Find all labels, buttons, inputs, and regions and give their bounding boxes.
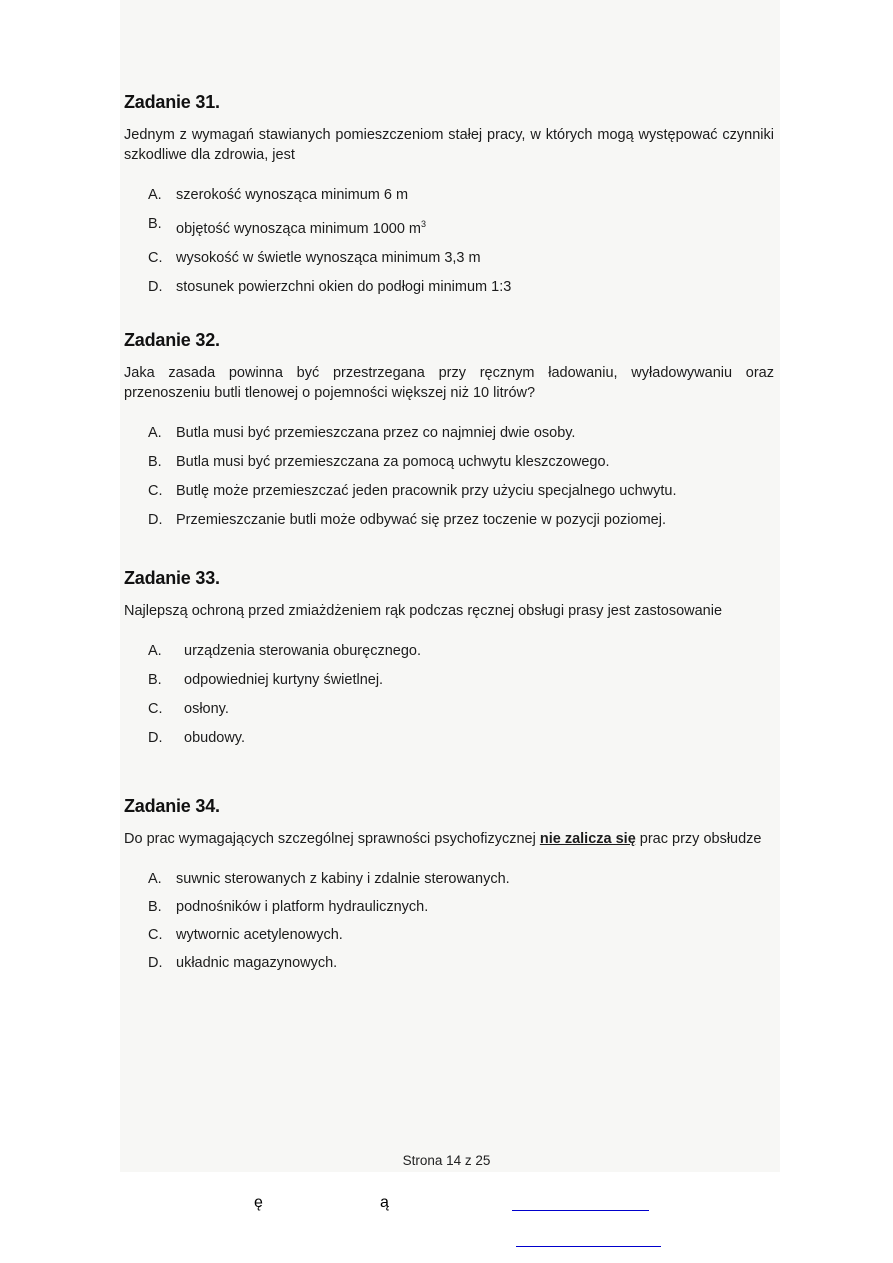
answer-option: A. suwnic sterowanych z kabiny i zdalnie sterowanych. (148, 871, 510, 887)
answer-option: A. urządzenia sterowania oburęcznego. (148, 643, 421, 659)
answer-option: A. Butla musi być przemieszczana przez co najmniej dwie osoby. (148, 425, 576, 441)
task-question: Do prac wymagających szczególnej sprawności psychofizycznej nie zalicza się prac przy obsłudze (124, 831, 762, 847)
answer-option: C. wysokość w świetle wynosząca minimum 3,3 m (148, 250, 481, 266)
answer-option: C. wytwornic acetylenowych. (148, 927, 343, 943)
answer-list (124, 185, 774, 297)
task-33 (124, 568, 774, 757)
answer-option: B. podnośników i platform hydraulicznych. (148, 899, 429, 915)
answer-option: C. osłony. (148, 701, 229, 717)
answer-option: C. Butlę może przemieszczać jeden pracownik przy użyciu specjalnego uchwytu. (148, 483, 677, 499)
task-31 (124, 92, 774, 306)
task-question: Jednym z wymagań stawianych pomieszczeniom stałej pracy, w których mogą występować czynniki szkodliwe dla zdrowia, jest (124, 127, 774, 163)
answer-list (124, 869, 774, 973)
link-underline[interactable] (516, 1246, 661, 1247)
task-question: Jaka zasada powinna być przestrzegana przy ręcznym ładowaniu, wyładowywaniu oraz przenoszeniu butli tlenowej o pojemności większej niż 10 litrów? (124, 365, 774, 401)
answer-list (124, 423, 774, 530)
answer-option: B. objętość wynosząca minimum 1000 $m^3$ (148, 216, 427, 237)
superscript: 3 (421, 219, 427, 229)
task-title: Zadanie 33. (124, 568, 220, 588)
task-34 (124, 796, 774, 981)
answer-option: B. Butla musi być przemieszczana za pomocą uchwytu kleszczowego. (148, 454, 610, 470)
answer-option: A. szerokość wynosząca minimum 6 m (148, 187, 409, 203)
link-underline[interactable] (512, 1210, 649, 1211)
emphasis: nie zalicza się (539, 831, 636, 847)
task-title: Zadanie 31. (124, 92, 220, 112)
stray-character: ę (254, 1194, 263, 1211)
answer-option: D. obudowy. (148, 730, 245, 746)
task-question: Najlepszą ochroną przed zmiażdżeniem rąk podczas ręcznej obsługi prasy jest zastosowanie (124, 603, 723, 619)
answer-list (124, 641, 774, 748)
answer-option: D. Przemieszczanie butli może odbywać się przez toczenie w pozycji poziomej. (148, 512, 666, 528)
page-number: Strona 14 z 25 (402, 1153, 491, 1168)
stray-character: ą (380, 1194, 389, 1211)
answer-option: D. układnic magazynowych. (148, 955, 338, 971)
task-title: Zadanie 32. (124, 330, 220, 350)
task-title: Zadanie 34. (124, 796, 220, 816)
task-32 (124, 330, 774, 539)
answer-option: D. stosunek powierzchni okien do podłogi minimum 1:3 (148, 279, 512, 295)
answer-option: B. odpowiedniej kurtyny świetlnej. (148, 672, 384, 688)
